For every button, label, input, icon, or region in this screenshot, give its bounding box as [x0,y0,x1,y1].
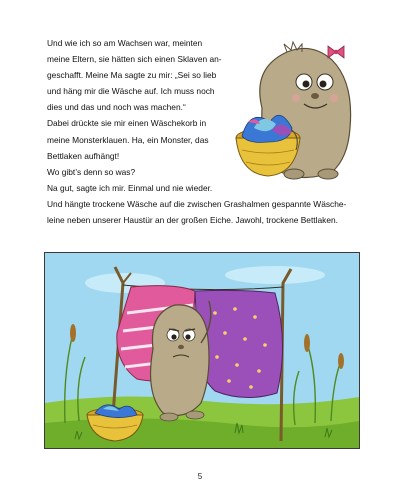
story-line: Na gut, sagte ich mir. Einmal und nie wieder. [47,182,213,193]
story-line: meine Eltern, sie hätten sich einen Sklaven an- [47,54,222,65]
story-line: leine neben unserer Haustür an der großen Eiche. Jawohl, trockene Bettlaken. [47,215,338,226]
story-line: Wo gibt’s denn so was? [47,166,136,177]
monster-with-basket-illustration [232,38,364,184]
story-line: Und wie ich so am Wachsen war, meinten [47,38,203,48]
story-line: und häng mir die Wäsche auf. Ich muss noch [47,86,215,97]
story-line: geschafft. Meine Ma sagte zu mir: „Sei so lieb [47,70,217,81]
story-line: Dabei drückte sie mir einen Wäschekorb in [47,118,207,129]
laundry-scene-icon [45,253,359,448]
story-paragraph-wide [47,196,367,228]
laundry-scene-illustration [44,252,360,449]
story-paragraph-top [47,35,239,196]
page-number: 5 [197,472,203,481]
story-line: Bettlaken aufhängt! [47,150,120,161]
story-line: Und hängte trockene Wäsche auf die zwischen Grashalmen gespannte Wäsche- [47,199,347,209]
story-line: meine Monsterklauen. Ha, ein Monster, das [47,134,209,145]
story-line: dies und das und noch was machen.“ [47,102,186,113]
monster-with-basket-icon [232,38,364,184]
